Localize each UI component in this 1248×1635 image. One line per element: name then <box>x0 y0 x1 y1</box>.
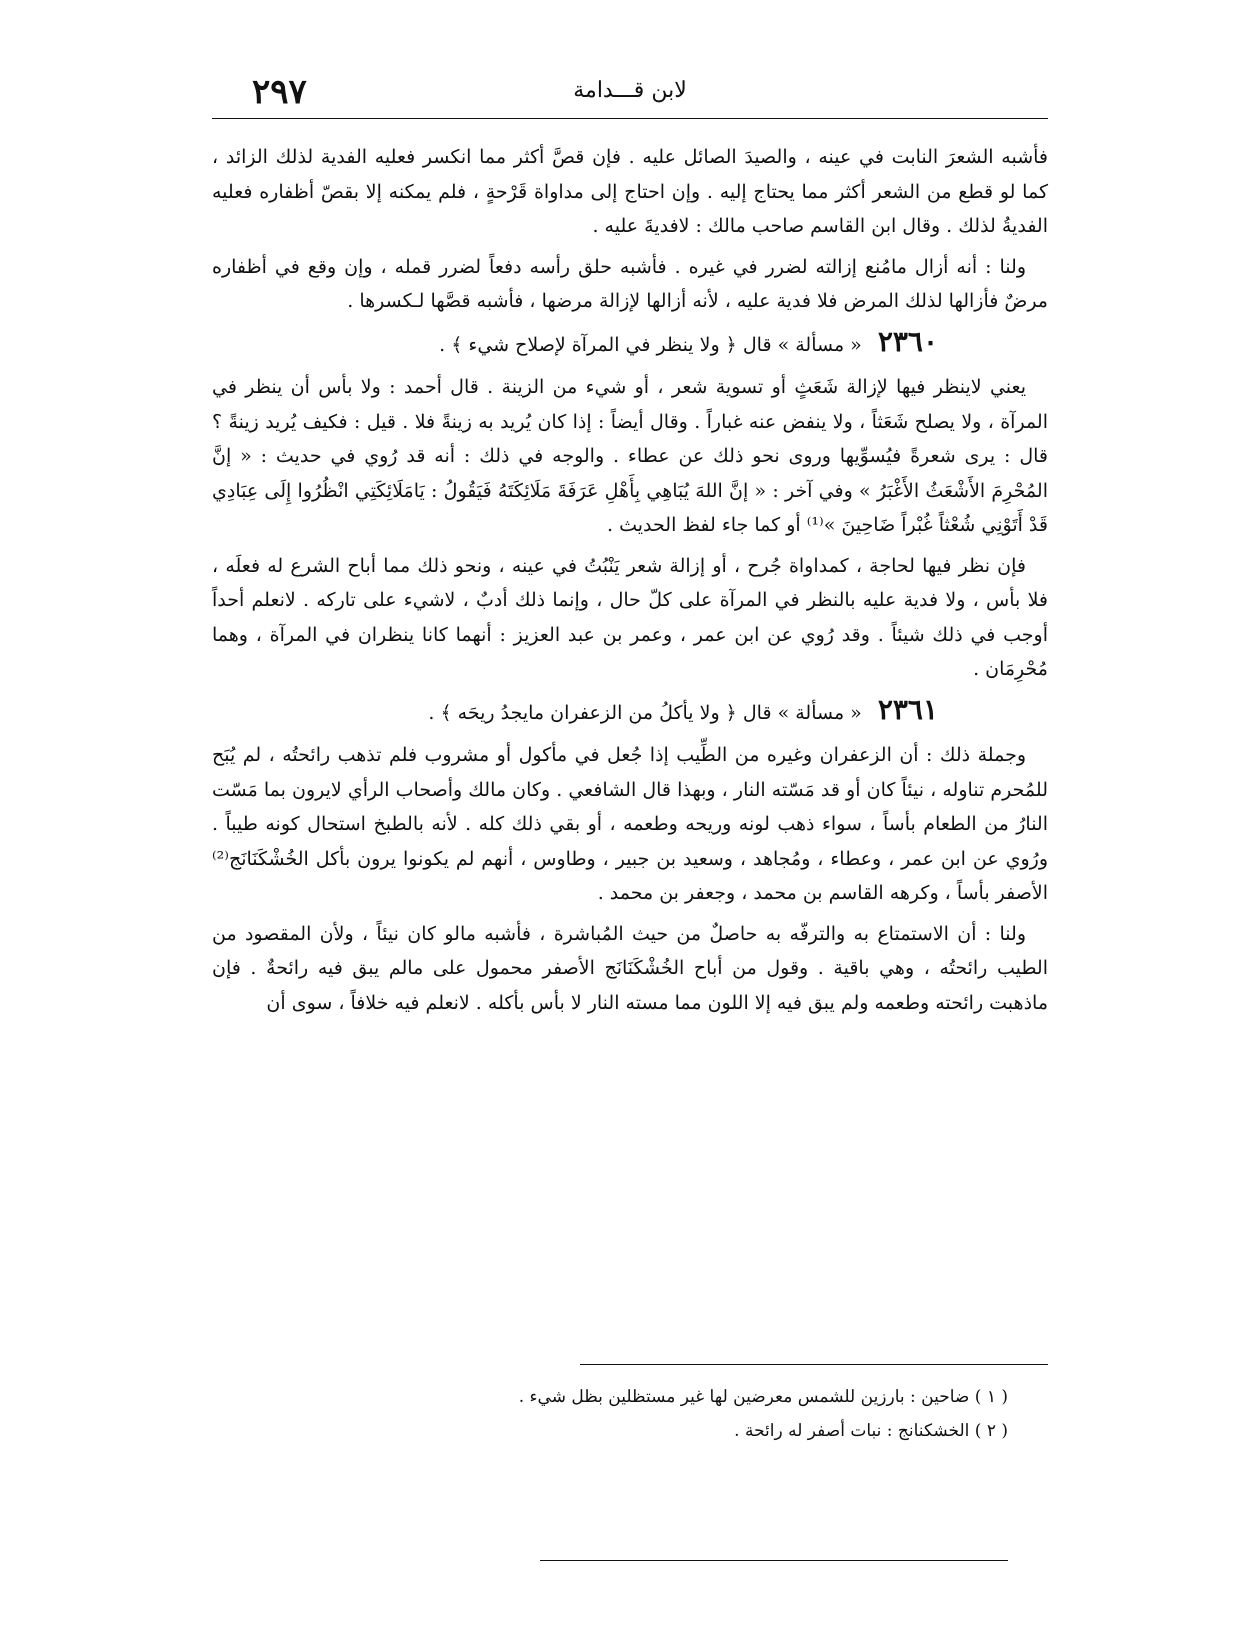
footnote: ( ٢ ) الخشكنانج : نبات أصفر له رائحة . <box>734 1421 1008 1441</box>
masala-number: ٢٣٦١ <box>877 692 938 726</box>
paragraph: ولنا : أن الاستمتاع به والترفّه به حاصلٌ من حيث المُباشرة ، فأشبه مالو كان نيئاً ، ولأن المقصود من الطيب رائحتُه ، وهي باقية . وقول من أباح الخُشْكَنَانَج الأصفر محمول على مالم يبق فيه رائحةٌ . فإن ماذهبت رائحته وطعمه ولم يبق فيه إلا اللون مما مسته النار لا بأس بأكله . لانعلم فيه خلافاً ، سوى أن <box>212 922 1048 1014</box>
running-title: لابن قـــدامة <box>573 78 687 103</box>
page-body <box>212 140 1048 1026</box>
masala-text: « مسألة » قال ﴿ ولا يأكلُ من الزعفران مايجدُ ريحَه ﴾ . <box>428 701 862 724</box>
page-header <box>212 70 1048 118</box>
paragraph: يعني لاينظر فيها لإزالة شَعَثٍ أو تسوية شعر ، أو شيء من الزينة . قال أحمد : ولا بأس أن ينظر في المرآة ، ولا يصلح شَعَثاً ، ولا ينفض عنه غباراً . وقال أيضاً : إذا كان يُريد به زينةً فلا . قيل : فكيف يُريد زينةً ؟ قال : يرى شعرةً فيُسوِّيها وروى نحو ذلك عن عطاء . والوجه في ذلك : أنه قد رُوي في حديث : « إنَّ المُحْرِمَ الأَشْعَثُ الأَغْبَرُ » وفي آخر : « إنَّ اللهَ يُبَاهِي بِأَهْلِ عَرَفَةَ مَلَائِكَتَهُ فَيَقُولُ : يَامَلَائِكَتِي انْظُرُوا إِلَى عِبَادِي قَدْ أَتَوْنِي شُعْثاً غُبْراً ضَاحِينَ »⁽¹⁾ أو كما جاء لفظ الحديث . <box>212 376 1048 536</box>
paragraph: فأشبه الشعرَ النابت في عينه ، والصيدَ الصائل عليه . فإن قصَّ أكثر مما انكسر فعليه الفدية لذلك الزائد ، كما لو قطع من الشعر أكثر مما يحتاج إليه . وإن احتاج إلى مداواة قَرْحةٍ ، فلم يمكنه إلا بقصّ أظفاره فعليه الفديةُ لذلك . وقال ابن القاسم صاحب مالك : لافديةَ عليه . <box>212 146 1048 237</box>
header-rule <box>212 118 1048 119</box>
paragraph: وجملة ذلك : أن الزعفران وغيره من الطِّيب إذا جُعل في مأكول أو مشروب فلم تذهب رائحتُه ، لم يُبَح للمُحرم تناوله ، نيئاً كان أو قد مَسّته النار ، وبهذا قال الشافعي . وكان مالك وأصحاب الرأي لايرون بما مَسّت النارُ من الطعام بأساً ، سواء ذهب لونه وريحه وطعمه ، أو بقي ذلك كله . لأنه بالطبخ استحال كونه طيباً . ورُوي عن ابن عمر ، وعطاء ، ومُجاهد ، وسعيد بن جبير ، وطاوس ، أنهم لم يكونوا يرون بأكل الخُشْكَنَانَج⁽²⁾ الأصفر بأساً ، وكرهه القاسم بن محمد ، وجعفر بن محمد . <box>212 744 1048 904</box>
masala-heading <box>212 325 1048 363</box>
footnotes <box>460 1380 1008 1448</box>
masala-number: ٢٣٦٠ <box>877 324 938 358</box>
masala-heading <box>212 693 1048 731</box>
footnote-separator <box>580 1364 1048 1365</box>
paragraph: فإن نظر فيها لحاجة ، كمداواة جُرح ، أو إزالة شعر يَنْبُتُ في عينه ، ونحو ذلك مما أباح الشرع له فعلَه ، فلا بأس ، ولا فدية عليه بالنظر في المرآة على كلّ حال ، وإنما ذلك أدبٌ ، لاشيء على تاركه . لانعلم أحداً أوجب في ذلك شيئاً . وقد رُوي عن ابن عمر ، وعمر بن عبد العزيز : أنهما كانا ينظران في المرآة ، وهما مُحْرِمَان . <box>212 554 1048 680</box>
footnote: ( ١ ) ضاحين : بارزين للشمس معرضين لها غير مستظلين بظل شيء . <box>518 1387 1008 1407</box>
masala-text: « مسألة » قال ﴿ ولا ينظر في المرآة لإصلاح شيء ﴾ . <box>439 333 862 356</box>
footer-rule <box>540 1560 1008 1561</box>
paragraph: ولنا : أنه أزال مامُنع إزالته لضرر في غيره . فأشبه حلق رأسه دفعاً لضرر قمله ، وإن وقع في أظفاره مرضٌ فأزالها لذلك المرض فلا فدية عليه ، لأنه أزالها لإزالة مرضها ، فأشبه قصَّها لـكسرها . <box>212 255 1048 312</box>
page-number: ٢٩٧ <box>252 72 307 112</box>
